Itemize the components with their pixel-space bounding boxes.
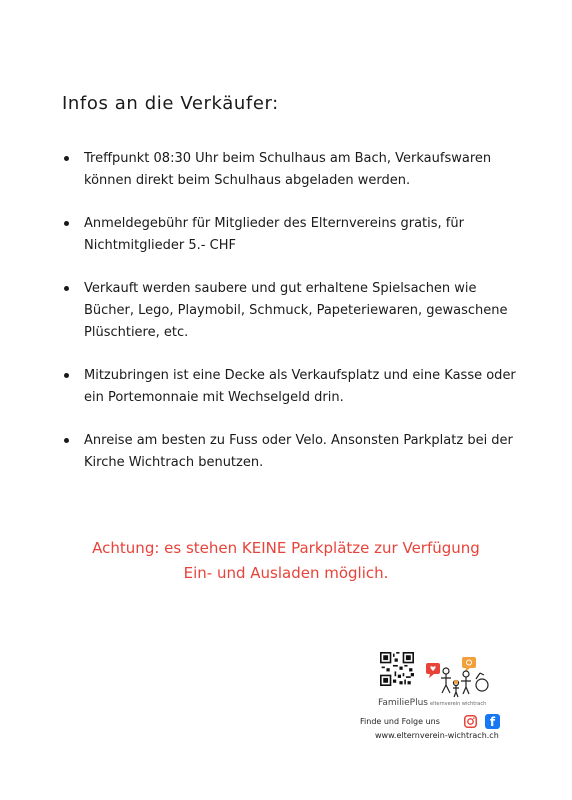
list-item-text: Treffpunkt 08:30 Uhr beim Schulhaus am Bach, Verkaufswaren können direkt beim Schulhaus abgeladen werden. [84, 151, 492, 188]
info-list [62, 148, 522, 495]
list-item [62, 430, 522, 474]
facebook-icon[interactable]: f [485, 714, 500, 729]
bullet-icon [64, 373, 69, 378]
list-item-text: Verkauft werden saubere und gut erhaltene Spielsachen wie Bücher, Lego, Playmobil, Schmuck, Papeteriewaren, gewaschene Plüschtiere, etc. [84, 281, 508, 340]
follow-text: Finde und Folge uns [360, 717, 440, 726]
bullet-icon [64, 438, 69, 443]
qr-code-icon[interactable] [380, 652, 414, 686]
parking-warning [0, 536, 572, 586]
list-item [62, 278, 522, 344]
family-logo-icon [420, 655, 500, 701]
instagram-icon[interactable] [464, 715, 477, 728]
website-link[interactable]: www.elternverein-wichtrach.ch [375, 731, 499, 740]
list-item-text: Mitzubringen ist eine Decke als Verkaufsplatz und eine Kasse oder ein Portemonnaie mit Wechselgeld drin. [84, 368, 516, 405]
list-item [62, 365, 522, 409]
brand-name [378, 698, 486, 708]
list-item [62, 148, 522, 192]
warning-line-1: Achtung: es stehen KEINE Parkplätze zur Verfügung [92, 539, 480, 557]
list-item [62, 213, 522, 257]
page-title: Infos an die Verkäufer: [62, 93, 279, 114]
warning-line-2: Ein- und Ausladen möglich. [183, 564, 389, 582]
list-item-text: Anmeldegebühr für Mitglieder des Elternvereins gratis, für Nichtmitglieder 5.- CHF [84, 216, 464, 253]
bullet-icon [64, 221, 69, 226]
brand-title: FamiliePlus [378, 698, 428, 708]
bullet-icon [64, 156, 69, 161]
list-item-text: Anreise am besten zu Fuss oder Velo. Ansonsten Parkplatz bei der Kirche Wichtrach benutzen. [84, 433, 513, 470]
bullet-icon [64, 286, 69, 291]
brand-subtitle: elternverein wichtrach [430, 701, 487, 707]
